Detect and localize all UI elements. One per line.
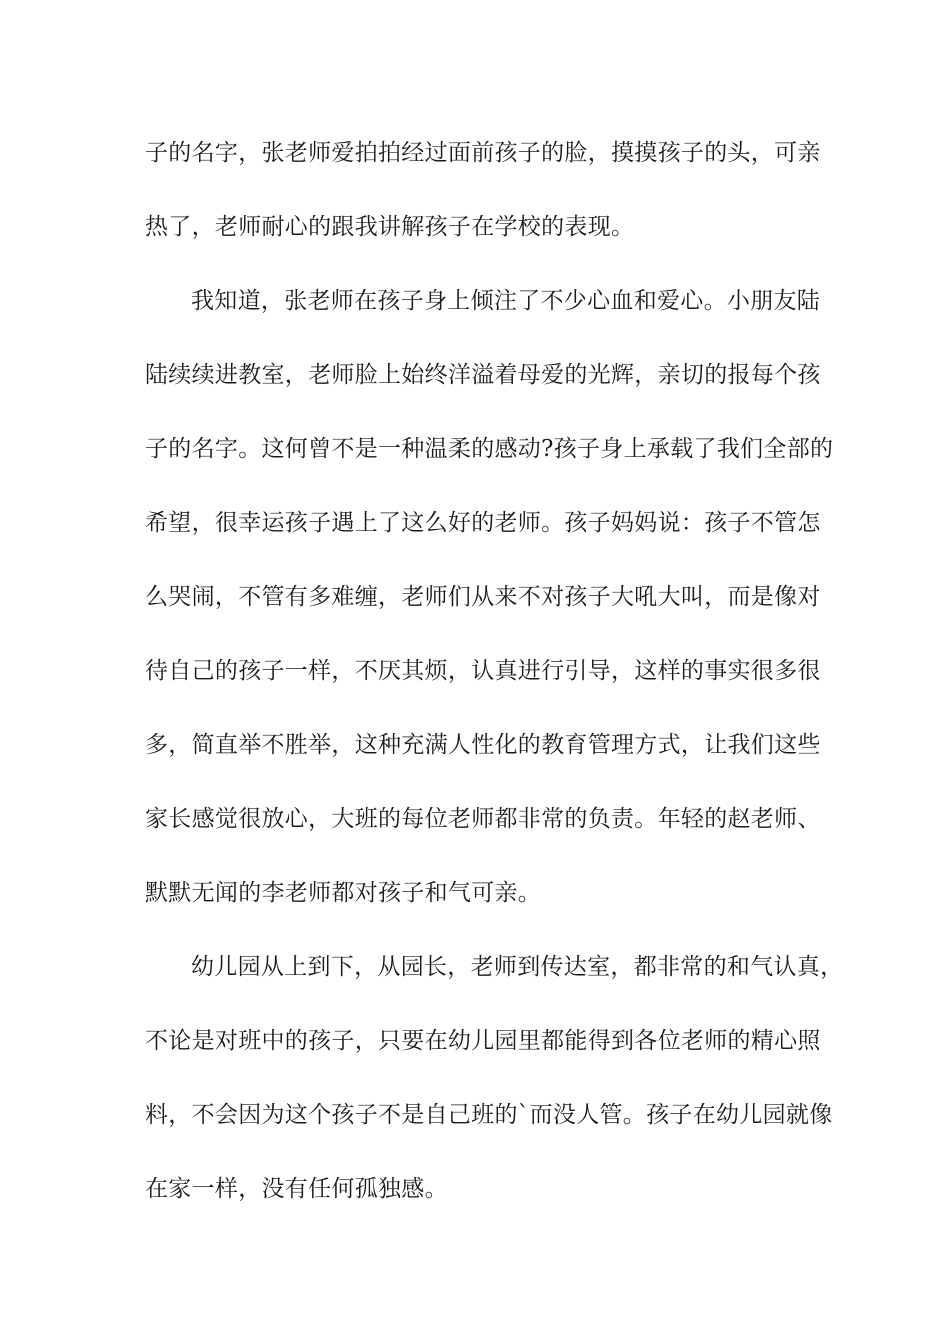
paragraph-line: 么哭闹，不管有多难缠，老师们从来不对孩子大吼大叫，而是像对 <box>145 584 821 610</box>
paragraph-line: 家长感觉很放心，大班的每位老师都非常的负责。年轻的赵老师、 <box>145 806 821 832</box>
paragraph-line: 子的名字，张老师爱拍拍经过面前孩子的脸，摸摸孩子的头，可亲 <box>145 140 821 166</box>
paragraph-line: 多，简直举不胜举，这种充满人性化的教育管理方式，让我们这些 <box>145 732 821 758</box>
paragraph-line: 待自己的孩子一样，不厌其烦，认真进行引导，这样的事实很多很 <box>145 658 821 684</box>
paragraph-line: 默默无闻的李老师都对孩子和气可亲。 <box>145 880 542 906</box>
paragraph-line: 希望，很幸运孩子遇上了这么好的老师。孩子妈妈说：孩子不管怎 <box>145 510 821 536</box>
paragraph-line: 在家一样，没有任何孤独感。 <box>145 1176 448 1202</box>
paragraph-line: 不论是对班中的孩子，只要在幼儿园里都能得到各位老师的精心照 <box>145 1028 821 1054</box>
paragraph-line: 子的名字。这何曾不是一种温柔的感动?孩子身上承载了我们全部的 <box>145 436 834 462</box>
paragraph-line: 热了，老师耐心的跟我讲解孩子在学校的表现。 <box>145 214 635 240</box>
paragraph-line: 料，不会因为这个孩子不是自己班的`而没人管。孩子在幼儿园就像 <box>145 1102 833 1128</box>
paragraph-line: 我知道，张老师在孩子身上倾注了不少心血和爱心。小朋友陆 <box>191 288 821 314</box>
paragraph-line: 幼儿园从上到下，从园长，老师到传达室，都非常的和气认真， <box>191 954 844 980</box>
paragraph-line: 陆续续进教室，老师脸上始终洋溢着母爱的光辉，亲切的报每个孩 <box>145 362 821 388</box>
